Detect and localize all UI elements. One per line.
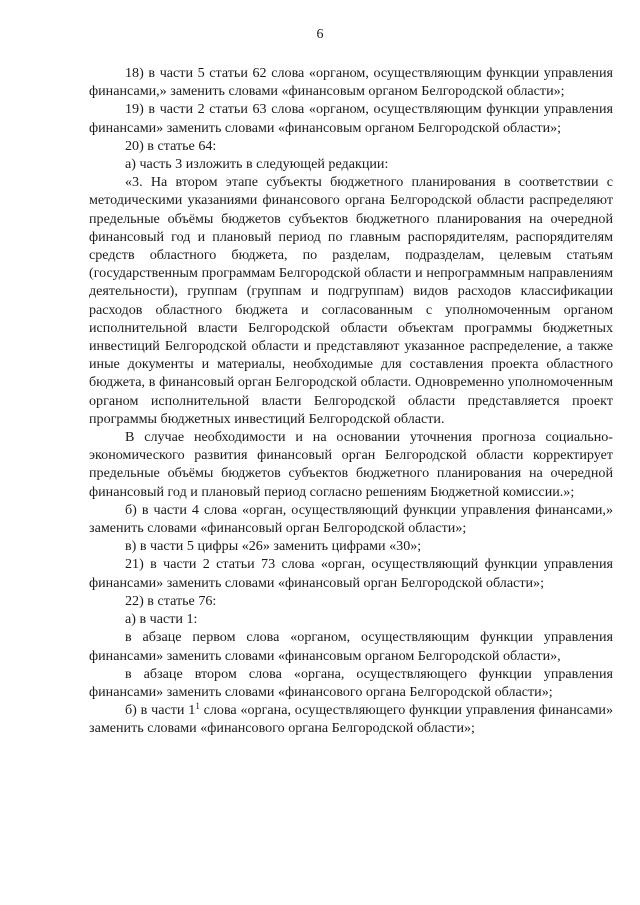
paragraph-item-22-b (89, 701, 613, 737)
paragraph-item-22-b-start: б) в части 1 (125, 702, 196, 719)
paragraph-abzac-second: в абзаце втором слова «органа, осуществляющего функции управления финансами» заменить словами «финансового органа Белгородской области»; (89, 665, 613, 700)
paragraph-item-20: 20) в статье 64: (125, 137, 217, 154)
paragraph-abzac-first: в абзаце первом слова «органом, осуществляющим функции управления финансами» заменить словами «финансовым органом Белгородской области», (89, 629, 613, 664)
superscript-one: 1 (195, 701, 200, 712)
paragraph-item-18: 18) в части 5 статьи 62 слова «органом, осуществляющим функции управления финансами,» заменить словами «финансовым органом Белгородской области»; (89, 65, 613, 100)
page-number: 6 (316, 27, 324, 42)
document-body (89, 64, 613, 738)
paragraph-item-21: 21) в части 2 статьи 73 слова «орган, осуществляющий функции управления финансами» заменить словами «финансовый орган Белгородской области»; (89, 556, 613, 591)
paragraph-part-3-text: «3. На втором этапе субъекты бюджетного планирования в соответствии с методическими указаниями финансового органа Белгородской области распределяют предельные объёмы бюджетов субъектов бюджетного планирования на очередной финансовый год и плановый период по главным распорядителям, распорядителям средств областного бюджета, по разделам, подразделам, целевым статьям (государственным программам Белгородской области и непрограммным направлениям деятельности), группам (группам и подгруппам) видов расходов классификации расходов областного бюджета и согласованным с уполномоченным органом исполнительной власти Белгородской области объектам программы бюджетных инвестиций Белгородской области и представляют указанное распределение, а также иные документы и материалы, необходимые для составления проекта областного бюджета, в финансовый орган Белгородской области. Одновременно уполномоченным органом исполнительной власти Белгородской области представляется проект программы бюджетных инвестиций Белгородской области. (89, 174, 613, 427)
paragraph-item-22-a: а) в части 1: (125, 611, 198, 628)
paragraph-item-22: 22) в статье 76: (125, 592, 217, 609)
paragraph-item-19: 19) в части 2 статьи 63 слова «органом, осуществляющим функции управления финансами» заменить словами «финансовым органом Белгородской области»; (89, 101, 613, 136)
paragraph-subitem-v: в) в части 5 цифры «26» заменить цифрами «30»; (125, 538, 422, 555)
paragraph-subitem-b: б) в части 4 слова «орган, осуществляющий функции управления финансами,» заменить словами «финансовый орган Белгородской области»; (89, 501, 613, 537)
paragraph-part-3-continuation: В случае необходимости и на основании уточнения прогноза социально-экономического развития финансовый орган Белгородской области корректирует предельные объёмы бюджетов субъектов бюджетного планирования на очередной финансовый год и плановый период согласно решениям Бюджетной комиссии.»; (89, 429, 613, 500)
paragraph-item-22-b-end: слова «органа, осуществляющего функции управления финансами» заменить словами «финансового органа Белгородской области»; (89, 702, 614, 737)
paragraph-subitem-a: а) часть 3 изложить в следующей редакции: (125, 156, 389, 173)
